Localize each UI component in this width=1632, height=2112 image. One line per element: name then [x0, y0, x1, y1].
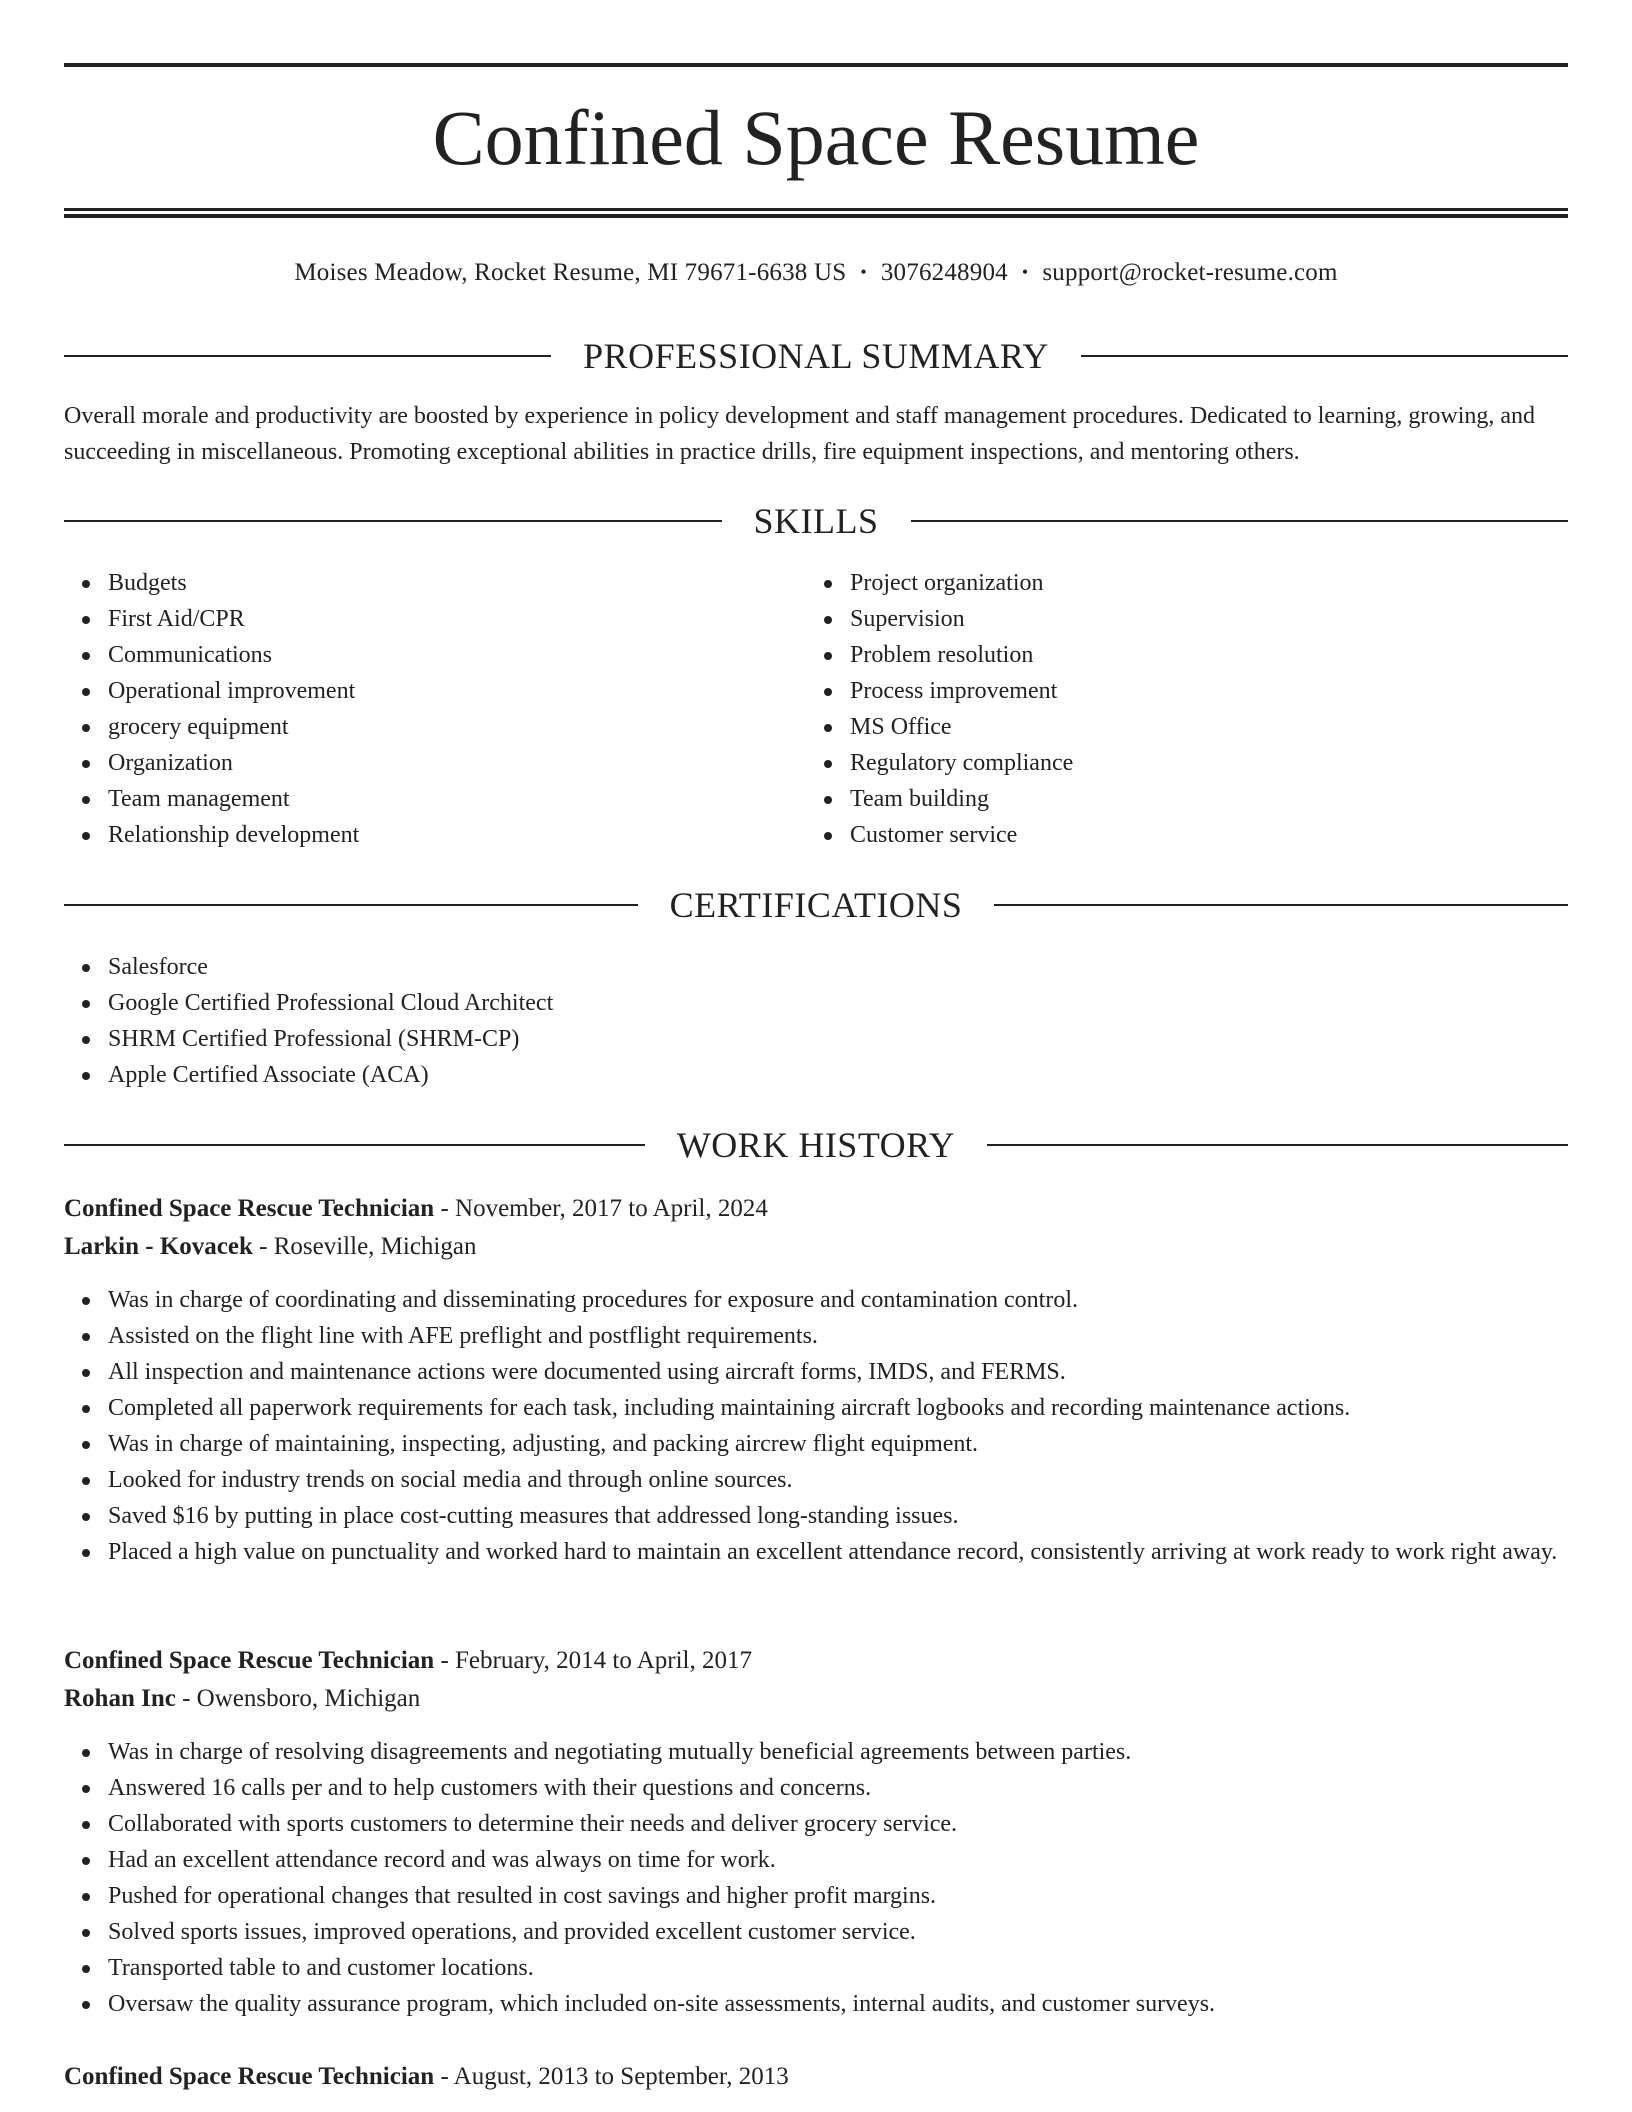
- section-title: SKILLS: [753, 501, 879, 541]
- contact-separator: •: [860, 262, 867, 282]
- job-company: Larkin - Kovacek: [64, 1233, 253, 1260]
- job-bullet: Completed all paperwork requirements for each task, including maintaining aircraft logbooks and recording maintenance actions.: [108, 1390, 1568, 1426]
- job-bullet: Saved $16 by putting in place cost-cutting measures that addressed long-standing issues.: [108, 1498, 1568, 1534]
- section-title: PROFESSIONAL SUMMARY: [583, 336, 1049, 376]
- job-bullets: [64, 1734, 1568, 2022]
- section-rule: [64, 904, 638, 906]
- skills-column-left: [64, 565, 764, 853]
- contact-address: Moises Meadow, Rocket Resume, MI 79671-6638 US: [294, 259, 847, 286]
- skill-item: Regulatory compliance: [850, 745, 1506, 781]
- skill-item: Problem resolution: [850, 637, 1506, 673]
- job-entry: [64, 1190, 1568, 1570]
- job-location: - Roseville, Michigan: [252, 1233, 477, 1260]
- skill-item: grocery equipment: [108, 709, 764, 745]
- job-entry: [64, 1642, 1568, 2022]
- job-bullet: Was in charge of maintaining, inspecting, adjusting, and packing aircrew flight equipment.: [108, 1426, 1568, 1462]
- section-heading-skills: [64, 499, 1568, 543]
- job-role-line: [64, 1190, 1568, 1228]
- job-bullet: Was in charge of resolving disagreements and negotiating mutually beneficial agreements between parties.: [108, 1734, 1568, 1770]
- double-rule: [64, 208, 1568, 218]
- skill-item: Process improvement: [850, 673, 1506, 709]
- section-rule: [64, 355, 551, 357]
- certification-item: Salesforce: [108, 949, 1568, 985]
- section-rule: [994, 904, 1568, 906]
- skill-item: Communications: [108, 637, 764, 673]
- job-bullet: Transported table to and customer locations.: [108, 1950, 1568, 1986]
- skill-item: Budgets: [108, 565, 764, 601]
- job-company: Rohan Inc: [64, 1685, 176, 1712]
- certification-item: SHRM Certified Professional (SHRM-CP): [108, 1021, 1568, 1057]
- section-rule: [64, 1144, 645, 1146]
- section-rule: [911, 520, 1569, 522]
- certifications-list: [64, 949, 1568, 1093]
- skill-item: First Aid/CPR: [108, 601, 764, 637]
- certification-item: Apple Certified Associate (ACA): [108, 1057, 1568, 1093]
- resume-title: Confined Space Resume: [432, 94, 1200, 181]
- job-bullet: Assisted on the flight line with AFE preflight and postflight requirements.: [108, 1318, 1568, 1354]
- section-rule: [987, 1144, 1568, 1146]
- job-dates: - February, 2014 to April, 2017: [434, 1647, 752, 1674]
- skill-item: Project organization: [850, 565, 1506, 601]
- job-entry: [64, 2058, 1568, 2096]
- job-role: Confined Space Rescue Technician: [64, 1195, 435, 1222]
- job-company-line: [64, 1680, 1568, 1718]
- contact-line: [64, 254, 1568, 291]
- job-dates: - August, 2013 to September, 2013: [434, 2063, 789, 2090]
- top-rule: [64, 63, 1568, 67]
- section-title: WORK HISTORY: [676, 1125, 956, 1165]
- job-bullet: All inspection and maintenance actions were documented using aircraft forms, IMDS, and FERMS.: [108, 1354, 1568, 1390]
- job-bullet: Answered 16 calls per and to help customers with their questions and concerns.: [108, 1770, 1568, 1806]
- skill-item: MS Office: [850, 709, 1506, 745]
- contact-separator: •: [1021, 262, 1029, 282]
- section-rule: [64, 520, 722, 522]
- summary-text: Overall morale and productivity are boosted by experience in policy development and staff management procedures. Dedicated to learning, growing, and succeeding in miscellaneous. Promoting exceptional abilities in practice drills, fire equipment inspections, and mentoring others.: [64, 403, 1536, 465]
- section-heading-certifications: [64, 883, 1568, 927]
- skill-item: Operational improvement: [108, 673, 764, 709]
- job-bullet: Oversaw the quality assurance program, which included on-site assessments, internal audits, and customer surveys.: [108, 1986, 1568, 2022]
- skill-item: Team building: [850, 781, 1506, 817]
- job-bullet: Looked for industry trends on social media and through online sources.: [108, 1462, 1568, 1498]
- job-bullet: Collaborated with sports customers to determine their needs and deliver grocery service.: [108, 1806, 1568, 1842]
- skills-column-right: [806, 565, 1506, 853]
- job-role-line: [64, 1642, 1568, 1680]
- job-bullet: Had an excellent attendance record and was always on time for work.: [108, 1842, 1568, 1878]
- job-role: Confined Space Rescue Technician: [64, 2063, 435, 2090]
- section-heading-work: [64, 1123, 1568, 1167]
- section-rule: [1081, 355, 1568, 357]
- job-dates: - November, 2017 to April, 2024: [434, 1195, 768, 1222]
- section-heading-summary: [64, 334, 1568, 378]
- job-location: - Owensboro, Michigan: [175, 1685, 421, 1712]
- job-bullet: Placed a high value on punctuality and worked hard to maintain an excellent attendance record, consistently arriving at work ready to work right away.: [108, 1534, 1568, 1570]
- job-bullets: [64, 1282, 1568, 1570]
- skill-item: Team management: [108, 781, 764, 817]
- skill-item: Relationship development: [108, 817, 764, 853]
- job-company-line: [64, 1228, 1568, 1266]
- job-role-line: [64, 2058, 1568, 2096]
- skill-item: Organization: [108, 745, 764, 781]
- job-bullet: Was in charge of coordinating and disseminating procedures for exposure and contamination control.: [108, 1282, 1568, 1318]
- job-bullet: Solved sports issues, improved operations, and provided excellent customer service.: [108, 1914, 1568, 1950]
- job-bullet: Pushed for operational changes that resulted in cost savings and higher profit margins.: [108, 1878, 1568, 1914]
- contact-phone[interactable]: 3076248904: [880, 259, 1008, 286]
- job-role: Confined Space Rescue Technician: [64, 1647, 435, 1674]
- certification-item: Google Certified Professional Cloud Architect: [108, 985, 1568, 1021]
- section-title: CERTIFICATIONS: [669, 885, 963, 925]
- skill-item: Customer service: [850, 817, 1506, 853]
- contact-email[interactable]: support@rocket-resume.com: [1042, 259, 1338, 286]
- skill-item: Supervision: [850, 601, 1506, 637]
